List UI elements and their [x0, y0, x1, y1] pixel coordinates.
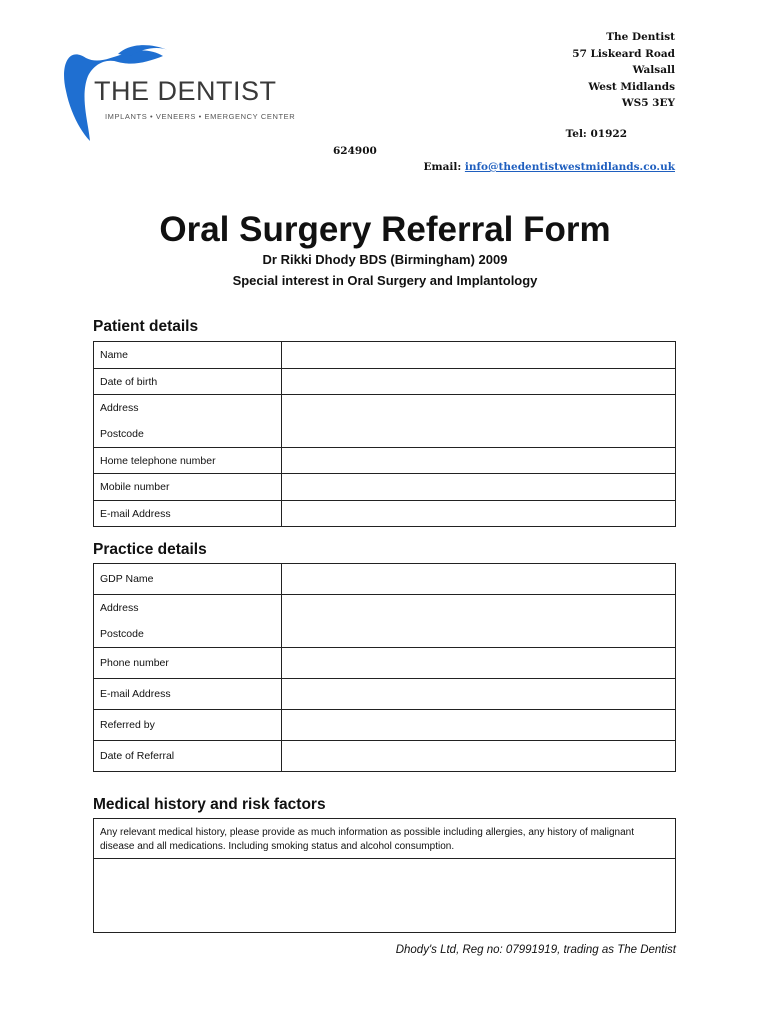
referred-by-field[interactable] [282, 710, 676, 741]
practice-address-label: Address [100, 602, 139, 614]
phone-label: Phone number [94, 648, 282, 679]
telephone-label: Tel: 01922 [565, 128, 627, 140]
address-line: WS5 3EY [621, 97, 675, 109]
postcode-label: Postcode [100, 428, 144, 440]
company-logo [58, 36, 338, 146]
home-telephone-label: Home telephone number [94, 448, 282, 474]
footer-registration: Dhody's Ltd, Reg no: 07991919, trading as The Dentist [395, 944, 676, 956]
gdp-name-label: GDP Name [94, 564, 282, 595]
dob-field[interactable] [282, 369, 676, 395]
logo-name: THE DENTIST [94, 76, 277, 106]
phone-field[interactable] [282, 648, 676, 679]
address-line: Walsall [632, 64, 675, 76]
patient-email-label: E-mail Address [94, 501, 282, 527]
patient-details-heading: Patient details [93, 318, 199, 335]
logo-tagline: IMPLANTS • VENEERS • EMERGENCY CENTER [105, 112, 296, 121]
medical-history-instructions: Any relevant medical history, please provide as much information as possible including allergies, any history of malignant disease and all medications. Including smoking status and alcohol consumption. [100, 827, 634, 852]
gdp-name-field[interactable] [282, 564, 676, 595]
practice-address [572, 29, 675, 112]
mobile-label: Mobile number [94, 474, 282, 501]
practice-email-label: E-mail Address [94, 679, 282, 710]
patient-email-field[interactable] [282, 501, 676, 527]
name-field[interactable] [282, 342, 676, 369]
address-line: The Dentist [606, 31, 675, 43]
form-subtitle-interest: Special interest in Oral Surgery and Implantology [232, 273, 538, 288]
email-link[interactable]: info@thedentistwestmidlands.co.uk [464, 161, 675, 173]
email-line [423, 161, 675, 173]
practice-details-table [93, 563, 676, 772]
patient-details-table [93, 341, 676, 527]
medical-history-box [93, 818, 676, 933]
home-telephone-field[interactable] [282, 448, 676, 474]
referral-date-field[interactable] [282, 741, 676, 772]
address-line: 57 Liskeard Road [572, 47, 675, 60]
referred-by-label: Referred by [94, 710, 282, 741]
practice-postcode-label: Postcode [100, 628, 144, 640]
practice-address-postcode-label [94, 595, 282, 648]
address-label: Address [100, 402, 139, 414]
address-field[interactable] [282, 395, 676, 448]
form-subtitle-doctor: Dr Rikki Dhody BDS (Birmingham) 2009 [262, 252, 508, 267]
practice-email-field[interactable] [282, 679, 676, 710]
mobile-field[interactable] [282, 474, 676, 501]
email-label: Email: [423, 161, 465, 173]
referral-date-label: Date of Referral [94, 741, 282, 772]
medical-history-field[interactable] [94, 859, 675, 932]
address-postcode-label [94, 395, 282, 448]
dob-label: Date of birth [94, 369, 282, 395]
telephone-continued: 624900 [333, 145, 377, 157]
practice-address-field[interactable] [282, 595, 676, 648]
address-line: West Midlands [588, 80, 675, 93]
name-label: Name [94, 342, 282, 369]
form-title: Oral Surgery Referral Form [159, 210, 611, 249]
medical-history-heading: Medical history and risk factors [93, 796, 326, 813]
practice-details-heading: Practice details [93, 541, 207, 558]
